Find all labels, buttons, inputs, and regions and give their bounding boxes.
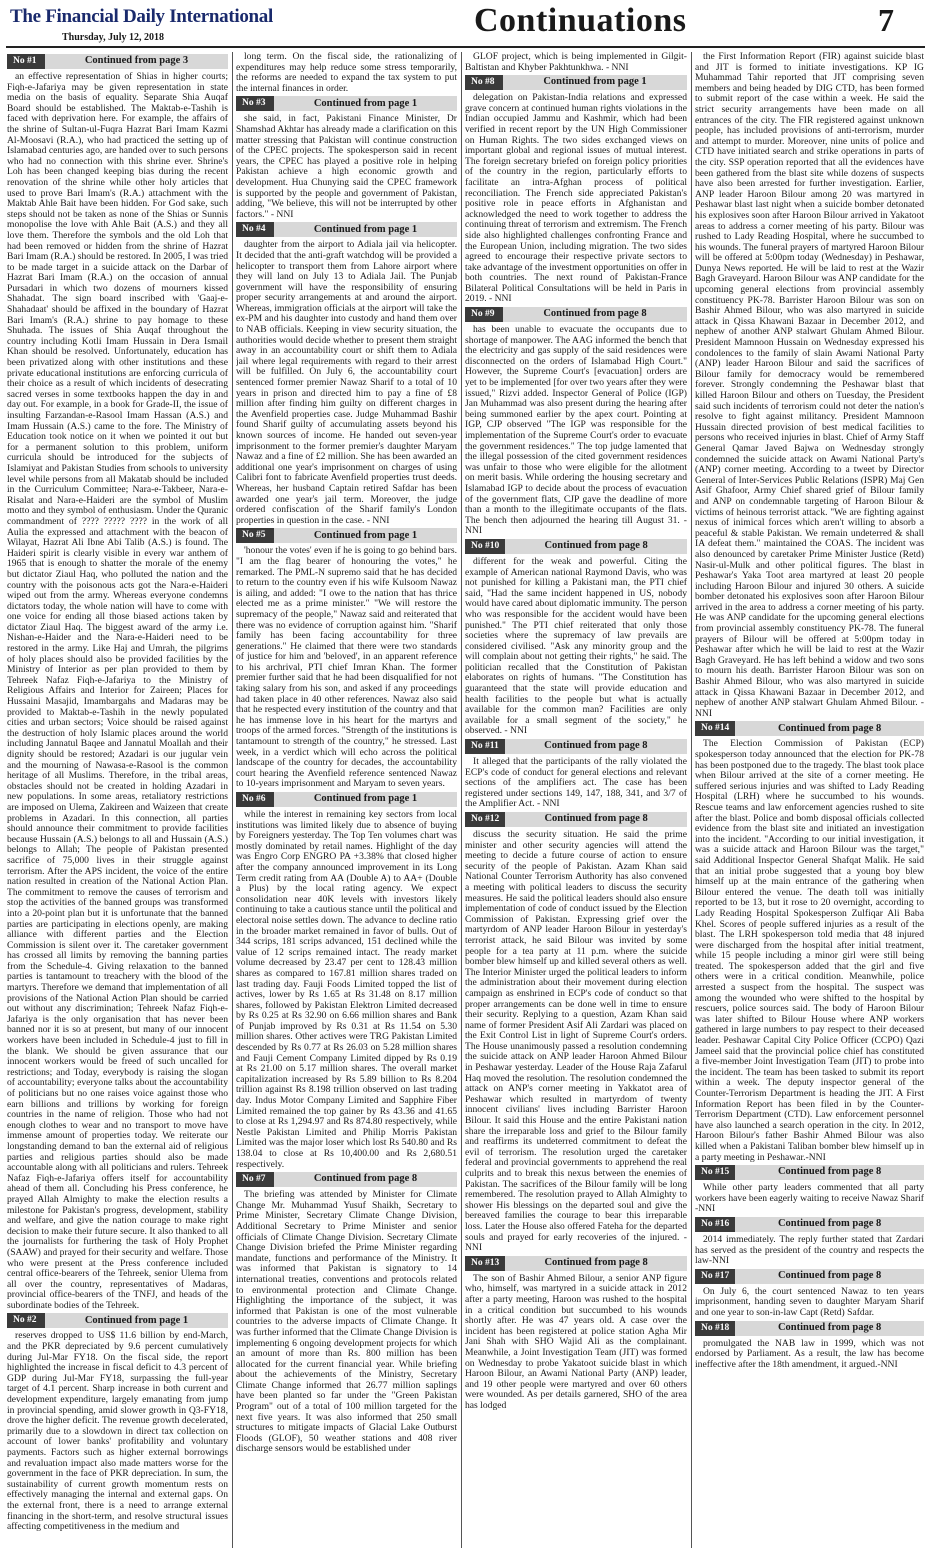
continuation-title: Continued from page 8 bbox=[543, 308, 647, 320]
continuation-number: No #13 bbox=[465, 1256, 505, 1271]
article-text: While other party leaders commented that all party workers have been eagerly waiting to receive Nawaz Sharif -NNI bbox=[695, 1182, 924, 1215]
column-divider bbox=[232, 52, 233, 1548]
continuation-title: Continued from page 1 bbox=[313, 529, 418, 541]
continuation-number: No #10 bbox=[465, 539, 505, 554]
continuation-block bbox=[695, 1321, 924, 1371]
article-text: The son of Bashir Ahmed Bilour, a senior ANP figure who, himself, was martyred in a suicide attack in 2012 after a party meeting, Haroon was rushed to the hospital in a critical condition but succumbed to his wounds shortly after. He was 47 years old. A case over the incident has been registered at police station Agha Mir Jani Shah with SHO Wajid Ali as the complainant. Meanwhile, a Joint Investigation Team (JIT) was formed on Wednesday to probe Yakatoot suicide blast in which Haroon Bilour, an Awami National Party (ANP) leader, and 19 other people were martyred and over 60 others were wounded. As per details garnered, SHO of the area has lodged bbox=[465, 1272, 687, 1411]
continuation-title: Continued from page 8 bbox=[313, 1173, 418, 1185]
continuation-title: Continued from page 8 bbox=[777, 1321, 882, 1333]
article-text: has been unable to evacuate the occupants due to shortage of manpower. The AAG informed the bench that the electricity and gas supply of the said residences were disconnected on the orders of Islamabad High Court." However, the Supreme Court's [evacuation] orders are yet to be implemented [for over two years after they were issued," Rizvi added. Inspector General of Police (IGP) Jan Muhammad was also present during the hearing after being summoned earlier by the apex court. Pointing at IGP, CJP observed "The IGP was responsible for the implementation of the Supreme Court's order to evacuate the government residences." The top judge lamented that the illegal possession of the cited government residences was unfair to those who were eligible for the allotment on merit basis. While ordering the housing secretary and Islamabad IGP to decide about the process of evacuation of the government flats, CJP gave the deadline of more than a month to the illegitimate occupants of the flats. The bench then adjourned the hearing till August 31. - NNI bbox=[465, 324, 687, 537]
column-divider bbox=[461, 52, 462, 1548]
continuation-header bbox=[236, 792, 457, 807]
continuation-block bbox=[465, 1256, 687, 1412]
masthead-rule bbox=[6, 46, 925, 48]
article-text: daughter from the airport to Adiala jail via helicopter. It decided that the anti-graft watchdog will be provided a helicopter to transport them from Lahore airport where they will land on July 13 to Adiala Jail. The Punjab government will have the responsibility of ensuring proper security arrangements at and around the airport. Whereas, immigration officials at the airport will take the ex-PM and his daughter into custody and hand them over to NAB officials. Keeping in view security situation, the authorities would decide whether to present them straight away in an accountability court or shift them to Adiala jail where legal requirements with regard to their arrest will be fulfilled. On July 6, the accountability court sentenced former premier Nawaz Sharif to a total of 10 years in prison and directed him to pay a fine of £8 million after finding him guilty on different charges in the Avenfield properties case. Judge Muhammad Bashir found Sharif guilty of accumulating assets beyond his known sources of income. He handed out seven-year imprisonment to the former premier's daughter Maryam Nawaz and a fine of £2 million. She has been awarded an additional one year's imprisonment on charges of using Calibri font to fabricate Avenfield properties trust deeds. Whereas, her husband Captain retired Safdar has been awarded one year's jail term. Moreover, the judge ordered confiscation of the Sharif family's London properties in question in the case. - NNI bbox=[236, 239, 457, 526]
continuation-block bbox=[7, 54, 228, 1311]
continuation-title: Continued from page 1 bbox=[313, 793, 418, 805]
column-divider bbox=[691, 52, 692, 1548]
continuation-header bbox=[7, 1313, 228, 1328]
continuation-header bbox=[465, 307, 687, 322]
continuation-block bbox=[465, 812, 687, 1254]
continuation-title: Continued from page 1 bbox=[313, 97, 418, 109]
continuation-header bbox=[465, 1256, 687, 1271]
article-text: an effective representation of Shias in higher courts; Fiqh-e-Jafariya may be given representation in state media on the basis of equality. Separate Shia Auqaf Board should be established. The Maktab-e-Tashih is faced with deprivation here. For example, the affairs of the shrine of Sultan-ul-Fuqra Hazrat Bari Imam Kazmi Al-Moosavi (R.A.), who had practiced the setting up of Islamabad centuries ago, are handed over to such persons who had no connection with this shrine ever. Shrine's Loh has been changed keeping bias during the recent renovation of the shrine while other holy articles that used to prove Bari Imam's (R.A.) attachment with the Maktab Ahle Bait have been hidden. For God sake, such steps should not be taken as none of the Shias or Sunnis monopolise the love with Ahle Bait (A.S.) and they all love them. Therefore the symbols and the old Loh that had been removed or hidden from the shrine of Hazrat Bari Imam (R.A.) should be restored. In 2005, I was tried to be made target in a suicide attack on the Darbar of Hazrat Bari Imam (R.A.) on the occasion of annual Pursadari in which two dozens of mourners kissed Shahadat. The sign board inscribed with 'Gaaj-e-Shahadaat' should be affixed in the boundary of Hazrat Bari Imam's (R.A.) shrine to pay homage to these Shuhada. The issues of Shia Auqaf throughout the country including Kotli Imam Hussain in Dera Ismail Khan should be resolved. Unfortunately, education has been privatized along with other institutions and these private educational institutions are enforcing curricula of their choice as a result of which incidents of desecrating sacred verses in some textbooks happen the day in and day out. For example, in a book for Grade-II, the issue of insulting Farzandan-e-Rasool Imam Hassan (A.S.) and Imam Hussain (A.S.) came to the fore. The Ministry of Education took notice on it when we pointed it out but for a permanent solution to this problem, uniform curricula should be introduced for the subjects of Islamiyat and Pakistan Studies from schools to university level while persons from all Makatab should be included in the Curriculum Committee; Nara-e-Takbeer, Nara-e-Risalat and Nara-e-Haideri are the symbol of Muslim motto and they symbol of enthusiasm. Under the Quranic commandment of ???? ????? ???? in the work of all Aulia the expressed and attachment with the beacon of Wilayat, Hazrat Ali Ibne Abi Talib (A.S.) is found. The Haideri spirit is clearly visible in every war anthem of 1965 that is enough to shatter the morale of the enemy but dictator Ziaul Haq, who polluted the nation and the country with the poisonous acts got the Nara-e-Haideri wiped out from the army. Whereas everyone condemns dictators today, the whole nation will have to come with one voice for ending all those biased actions taken by dictator Ziaul Haq. The biggest award of the army i.e. Nishan-e-Haider and the Nara-e-Haideri need to be restored in the army. Like Haj and Umrah, the pilgrims of holy places should also be provided facilities by the Ministry of Interior as per plan provided to them by Tehreek Nafaz Fiqh-e-Jafariya to the Ministry of Religious Affairs and Interior for Zaireen; Places for Hussaini Masajid, Imambargahs and Madaras may be provided to Maktab-e-Tashih in the newly populated cities and urban sectors; Voice should be raised against the destruction of holy Islamic places around the world including Jannatul Baqee and Jannatul Moallah and their dignity should be restored; Azadari is our jugular vein and the mourning of Nawasa-e-Rasool is the common heritage of all Muslims. Therefore, in the tribal areas, obstacles should not be created in holding Azadari in new populations. In some areas, retaliatory restrictions are imposed on Ulema, Zakireen and Waizeen that create problems in Azadari. In this connection, all parties should announce their commitment to provide facilities because Hussain (A.S.) belongs to all and Hussain (A.S.) belongs to Allah; The people of Pakistan presented sacrifice of 75,000 lives in their struggle against terrorism. After the APS incident, the voice of the entire nation resulted in creation of the National Action Plan. The commitment to remove the causes of terrorism and stop the activities of the banned groups was transformed into a 20-point plan but it is unfortunate that the banned parties are participating in elections openly, are making alliance with different parties and the Election Commission is silent over it. The caretaker government has crossed all limits by removing the banning parties from the Schedule-4. Giving relaxation to the banned parties is tantamount to treachery with the blood of the martyrs. Therefore we demand that implementation of all provisions of the National Action Plan should be carried out without any discrimination; Tehreek Nafaz Fiqh-e-Jafariya is the only organisation that has never been banned nor it is so at present, but many of our innocent workers have been included in Schedule-4 just to fill in the blank. We should be given assurance that our innocent workers would be freed of such uncalled for restrictions; and Today, everybody is raising the slogan of accountability; everyone talks about the accountability of politicians but no one raises voice against those who earn billions and trillions by working for foreign countries in the name of religion. Those who had not enough clothes to wear and no transport to move have immense amount of properties today. We reiterate our longstanding demand to ban the external aid of religious parties and religious parties should also be made accountable along with all politicians and rulers. Tehreek Nafaz Fiqh-e-Jafariya offers itself for accountability ahead of them all. Concluding his Press conference, he prayed Allah Almighty to make the election results a milestone for Pakistan's progress, development, stability and welfare, and give the nation courage to make right decision to make their future secure. It also thanked to all the journalists for furthering the task of Holy Prophet (SAAW) and prayed for their security and welfare. Those who were present at the Press conference included central office-bearers of the Tehreek, senior Ulema from all over the country, representatives of Madaras, provincial office-bearers of the TNFJ, and heads of the subordinate bodies of the Tehreek. bbox=[7, 71, 228, 1311]
page-number: 7 bbox=[878, 2, 894, 38]
continuation-title: Continued from page 1 bbox=[313, 223, 418, 235]
article-text: while the interest in remaining key sectors from local institutions was limited likely due to absence of buying by Foreigners yesterday. The Top Ten volumes chart was mostly dominated by retail names. Highlight of the day was Engro Corp ENGRO PA +3.38% that closed higher after the company announced improvement in its Long Term credit rating from AA (Double A) to AA+ (Double a Plus) by the local rating agency. We expect consolidation near 40K levels with investors likely continuing to take a cautious stance until the political and electoral noise settles down. The advance to decline ratio in the broader market remained in favor of bulls. Out of 344 scrips, 181 scrips advanced, 151 declined while the value of 12 scrips remained intact. The ready market volume decreased by 23.47 per cent to 128.43 million shares as compared to 167.81 million shares traded on last trading day. Fauji Foods Limited topped the list of actives, lower by Rs 1.65 at Rs 31.48 on 8.17 million shares, followed by Pakistan Elektron Limited decreased by Rs 0.25 at Rs 32.90 on 6.66 million shares and Bank of Punjab improved by Rs 0.31 at Rs 11.54 on 5.30 million shares. Other actives were TRG Pakistan Limited descended by Rs 0.77 at Rs 26.03 on 5.28 million shares and Fauji Cement Company Limited dipped by Rs 0.19 at Rs 21.00 on 5.17 million shares. The overall market capitalization increased by Rs 5.89 billion to Rs 8.204 trillion against Rs 8.198 trillion observed on last trading day. Indus Motor Company Limited and Sapphire Fiber Limited remained the top gainer by Rs 43.36 and 41.65 to close at Rs 1,294.97 and Rs 874.80 respectively, while Nestle Pakistan Limited and Philip Morris Pakistan Limited was the major loser which lost Rs 540.80 and Rs 138.04 to close at Rs 10,400.00 and Rs 2,680.51 respectively. bbox=[236, 809, 457, 1170]
continuation-block bbox=[7, 1313, 228, 1532]
article-text: discuss the security situation. He said the prime minister and other security agencies will attend the meeting to decide a future course of action to ensure security of the people of Pakistan. Azam Khan said National Counter Terrorism Authority has also convened a meeting with political leaders to discuss the security measures. He said the political leaders should also ensure implementation of code of conduct issued by the Election Commission of Pakistan. Expressing grief over the martyrdom of ANP leader Haroon Bilour in yesterday's terrorist attack, he said Bilour was invited by some people for a tea party at 11 p.m. where the suicide bomber blew himself up and killed several others as well. The Interior Minister urged the political leaders to inform the administration about their movement during election campaign as enshrined in ECP's code of conduct so that proper arrangements can be done well in time to ensure their security. Replying to a question, Azam Khan said name of former President Asif Ali Zardari was placed on the Exit Control List in light of Supreme Court's orders. The House unanimously passed a resolution condemning the suicide attack on ANP leader Haroon Ahmed Bilour in Peshawar yesterday. Leader of the House Raja Zafarul Haq moved the resolution. The resolution condemned the attack on ANP's corner meeting in Yakkatot area of Peshawar which resulted in martyrdom of twenty innocent civilians' lives including Barrister Haroon Bilour. It said this House and the entire Pakistani nation share the irreparable loss and grief to the Bilour family and reaffirms its undeterred commitment to defeat the evil of terrorism. The resolution urged the caretaker federal and provincial governments to apprehend the real culprits and to break this nexus between the enemies of Pakistan. The sacrifices of the Bilour family will be long remembered. The resolution prayed to Allah Almighty to shower His blessings on the departed soul and give the bereaved families the courage to bear this irreparable loss. Later the House also offered Fateha for the departed souls and prayed for early recoveries of the injured. - NNI bbox=[465, 829, 687, 1254]
continuation-title: Continued from page 8 bbox=[777, 1166, 882, 1178]
continuation-block bbox=[465, 739, 687, 810]
article-text: 'honour the votes' even if he is going to go behind bars. "I am the flag bearer of honouring the votes," he remarked. The PML-N supremo said that he has decided to return to the country even if his wife Kulsoom Nawaz is ailing, and added: "I owe to the nation that has thrice elected me as a prime minister." "We will restore the supremacy of the people," Nawaz said and reiterated that there was no evidence of corruption against him. "Sharif family has been facing accountability for three generations." He claimed that there were two standards of justice for him and 'beloved', in an apparent reference to his archrival, PTI chief Imran Khan. The former premier further said that he had been disqualified for not taking salary from his son, and asked if any proceedings had taken place in 40 other references. Nawaz also said that he respected every institution of the country and that he has immense love in his heart for the martyrs and troops of the armed forces. "Strength of the institutions is tantamount to strength of the country," he stressed. Last week, in a verdict which will echo across the political landscape of the country for decades, the accountability court hearing the Avenfield reference sentenced Nawaz to 10-years imprisonment and Maryam to seven years. bbox=[236, 545, 457, 790]
continuation-title: Continued from page 3 bbox=[84, 55, 189, 67]
continuation-header bbox=[695, 1217, 924, 1232]
continuation-block bbox=[465, 307, 687, 537]
continuation-number: No #6 bbox=[236, 792, 274, 807]
continuation-number: No #15 bbox=[695, 1165, 735, 1180]
continuation-title: Continued from page 8 bbox=[777, 722, 882, 734]
column-4 bbox=[695, 52, 924, 1548]
continuation-number: No #17 bbox=[695, 1269, 735, 1284]
continuation-header bbox=[465, 812, 687, 827]
continuation-block bbox=[236, 96, 457, 220]
continuation-header bbox=[7, 54, 228, 69]
article-text: different for the weak and powerful. Citing the example of American national Raymond Davis, who was not punished for killing a Pakistani man, the PTI chief said, "Had the same incident happened in US, nobody would have cared about diplomatic immunity. The person who was responsible for the accident would have been punished." The PTI chief reiterated that only those societies where the supremacy of law prevails are considered civilised. "Ask any minority group and the will complain about not getting their rights," he said. The politician recalled that the Constitution of Pakistan elaborates on rights of humans. "The Constitution has guaranteed that the state will provide education and health facilities to the people but what is actually available for the common man? Facilities are only available for a small segment of the society," he observed. - NNI bbox=[465, 555, 687, 737]
article-text: delegation on Pakistan-India relations and expressed grave concern at continued human rights violations in the Indian occupied Jammu and Kashmir, which had been verified in recent report by the UN High Commissioner on Human Rights. The two sides exchanged views on important global and regional issues of mutual interest. The foreign secretary briefed on foreign policy priorities of the country in the region, particularly efforts to facilitate an intra-Afghan process of political reconciliation. The French side appreciated Pakistan's positive role in peace efforts in Afghanistan and acknowledged the need to work together to address the continuing threat of terrorism and extremism. The French side also highlighted challenges confronting France and the European Union, including migration. The two sides agreed to encourage their respective private sectors to take advantage of the investment opportunities on offer in both countries. The next round of Pakistan-France Bilateral Political Consultations will be held in Paris in 2019. - NNI bbox=[465, 92, 687, 305]
continuation-block bbox=[695, 52, 924, 719]
continuation-block bbox=[236, 1172, 457, 1455]
continuation-header bbox=[236, 96, 457, 111]
article-text: long term. On the fiscal side, the rationalizing of expenditures may help reduce some stress temporarily, the reforms are needed to expand the tax system to put the internal finances in order. bbox=[236, 52, 457, 94]
continuation-title: Continued from page 8 bbox=[544, 813, 648, 825]
continuation-block bbox=[465, 75, 687, 305]
continuation-number: No #1 bbox=[7, 54, 45, 69]
newspaper-name: The Financial Daily International bbox=[10, 6, 273, 27]
continuation-block bbox=[465, 52, 687, 73]
continuation-block bbox=[695, 1269, 924, 1319]
masthead bbox=[0, 0, 931, 50]
continuation-number: No #12 bbox=[465, 812, 505, 827]
continuation-block bbox=[236, 792, 457, 1170]
column-2 bbox=[236, 52, 457, 1548]
continuation-header bbox=[695, 1269, 924, 1284]
continuation-title: Continued from page 1 bbox=[543, 76, 647, 88]
column-3 bbox=[465, 52, 687, 1548]
continuation-number: No #2 bbox=[7, 1313, 45, 1328]
continuation-header bbox=[236, 1172, 457, 1187]
continuation-number: No #7 bbox=[236, 1172, 274, 1187]
article-text: On July 6, the court sentenced Nawaz to ten years imprisonment, handing seven to daughter Maryam Sharif and one year to son-in-law Capt (Retd) Safdar. bbox=[695, 1285, 924, 1318]
continuation-number: No #3 bbox=[236, 96, 274, 111]
continuation-header bbox=[695, 721, 924, 736]
continuation-number: No #11 bbox=[465, 739, 505, 754]
article-text: GLOF project, which is being implemented in Gilgit-Baltistan and Khyber Pakhtunkhwa. - NNI bbox=[465, 52, 687, 73]
continuation-block bbox=[236, 52, 457, 94]
article-text: the First Information Report (FIR) against suicide blast and JIT is formed to initiate investigations. KP IG Muhammad Tahir reported that JIT comprising seven members and being headed by DIG CTD, has been formed to submit report of the case within a week. He said the strict security arrangements have been made on all entrances of the city. The FIR registered against unknown people, has included provisions of anti-terrorism, murder and attempt to murder. Moreover, nine units of police and CTD have initiated search and strike operations in parts of the city. SSP operation reported that all the evidences have been gathered from the blast site while dozens of suspects have also been arrested for further investigation. Earlier, ANP leader Haroon Bilour among 20 was martyred in Peshawar blast last night when a suicide bomber detonated his explosives soon after Haroon Bilour arrived in Yakatoot areas to address a corner meeting of his party. Bilour was rushed to Lady Reading Hospital, where he succumbed to his wounds. The funeral prayers of martyred Haroon Bilour will be offered at 5:00pm today (Wednesday) in Peshawar, Dunya News reported. He will be laid to rest at the Wazir Bagh Graveyard. Haroon Bilour was ANP candidate for the upcoming general elections from provincial assembly constituency PK-78. Barrister Haroon Bilour was son on Bashir Ahmed Bilour, who was also martyred in suicide attack in Qissa Khawani Bazaar in December 2012, and nephew of another ANP stalwart Ghulam Ahmed Bilour. President Mamnoon Hussain on Wednesday expressed his condolences to the family of slain Awami National Party (ANP) leader Haroon Bilour and said the sacrifices of Bilour family for democracy would be remembered forever. Strongly condemning the Peshawar blast that killed Haroon Bilour and others on Tuesday, the President said such incidents of terrorism could not deter the nation's resolve to fight against militancy. President Mamnoon Hussain directed provision of best medical facilities to persons who received injuries in blast. Chief of Army Staff General Qamar Javed Bajwa on Wednesday strongly condemned the suicide attack on Awami National Party's (ANP) corner meeting. According to a tweet by Director General of Inter-Services Public Relations (ISPR) Maj Gen Asif Ghafoor, Army Chief shared grief of Bilour family and ANP on condemnable targeting of Haroon Bilour & victims of heinous terrorist attack. "We are fighting against nexus of inimical forces which aren't willing to absorb a peaceful & stable Pakistan. We remain undeterred & shall IA defeat them." maintained the COAS. The incident was also denounced by caretaker Prime Minister Justice (Retd) Nasir-ul-Mulk and other political figures. The blast in Peshawar's Yaka Toot area martyred at least 20 people including Haroon Bilour and injured 30 others. A suicide bomber detonated his explosives soon after Haroon Bilour arrived in the area to address a corner meeting of his party. He was ANP candidate for the upcoming general elections from provincial assembly constituency PK-78. The funeral prayers of Bilour will be offered at 5:00pm today in Peshawar after which he will be laid to rest at the Wazir Bagh Graveyard. He has left behind a widow and two sons to mourn his death. Barrister Haroon Bilour was son on Bashir Ahmed Bilour, who was also martyred in suicide attack in Qissa Khawani Bazaar in December 2012, and nephew of another ANP stalwart Ghulam Ahmed Bilour. - NNI bbox=[695, 52, 924, 719]
continuation-title: Continued from page 8 bbox=[544, 540, 648, 552]
continuation-block bbox=[695, 1217, 924, 1267]
continuation-title: Continued from page 8 bbox=[544, 1256, 648, 1268]
continuation-title: Continued from page 1 bbox=[84, 1314, 189, 1326]
continuation-block bbox=[695, 1165, 924, 1215]
continuation-header bbox=[695, 1165, 924, 1180]
continuation-header bbox=[236, 528, 457, 543]
section-title: Continuations bbox=[474, 2, 687, 39]
column-1 bbox=[7, 52, 228, 1548]
continuation-header bbox=[465, 739, 687, 754]
continuation-block bbox=[465, 539, 687, 737]
article-text: 2014 immediately. The reply further stated that Zardari has served as the president of the country and respects the law-NNI bbox=[695, 1233, 924, 1267]
continuation-title: Continued from page 8 bbox=[777, 1218, 882, 1230]
continuation-number: No #9 bbox=[465, 307, 503, 322]
continuation-header bbox=[236, 222, 457, 237]
article-text: It alleged that the participants of the rally violated the ECP's code of conduct for general elections and relevant sections of the amplifiers act. The case has been registered under sections 149, 147, 188, 341, and 3/7 of the Amplifier Act. - NNI bbox=[465, 756, 687, 810]
continuation-block bbox=[695, 721, 924, 1163]
continuation-block bbox=[236, 528, 457, 790]
article-text: she said, in fact, Pakistani Finance Minister, Dr Shamshad Akhtar has already made a clarification on this matter stressing that Pakistan will continue construction of the CPEC projects. The spokesperson said in recent years, the CPEC has played a positive role in helping Pakistan achieve a high economic growth and development. Hua Chunying said the CPEC framework is supported by the people and government of Pakistan, adding, "We believe, this will not be interrupted by other factors." - NNI bbox=[236, 113, 457, 220]
continuation-header bbox=[465, 75, 687, 90]
article-text: The Election Commission of Pakistan (ECP) spokesperson today announced that the election for PK-78 has been postponed due to the tragedy. The blast took place when Bilour arrived at the site of a corner meeting. He suffered serious injuries and was shifted to Lady Reading Hospital (LRH) where he succumbed to his wounds. Rescue teams and law enforcement agencies rushed to site after the blast. Police and bomb disposal officials collected evidence from the blast site and initiated an investigation into the incident. "According to our initial investigation, it was a suicide attack and Haroon Bilour was the target," said Additional Inspector General Shafqat Malik. He said that an initial probe suggested that a young boy blew himself up at the main entrance of the gathering when Bilour entered the venue. The death toll was initially reported to be 13, but it rose to 20 overnight, according to Lady Reading Hospital Spokesperson Zulfiqar Ali Baba Khel. Scores of people suffered injuries as a result of the blast. The LRH spokesperson told media that 48 injured were discharged from the hospital after initial treatment, while 15 people including a minor girl were still being treated. The spokesperson added that the girl and five others were in a critical condition. Meanwhile, police arrested a suspect from the hospital. The suspect was among the wounded who were shifted to the hospital by rescuers, police sources said. The body of Haroon Bilour was later shifted to Bilour House where ANP workers gathered in large numbers to pay respect to their deceased leader. Peshawar Capital City Police Officer (CCPO) Qazi Jameel said that the provincial police chief has constituted a five-member Joint Investigation Team (JIT) to probe into the incident. The team has been tasked to submit its report within a week. The deputy inspector general of the Counter-Terrorism Department is heading the JIT. A First Information Report has been filed in by the Counter-Terrorism Department (CTD). Law enforcement personnel have also launched a search operation in the city. In 2012, Haroon Bilour's father Bashir Ahmed Bilour was also killed when a Pakistani Taliban bomber blew himself up in a party meeting in Peshawar.-NNI bbox=[695, 738, 924, 1163]
continuation-number: No #14 bbox=[695, 721, 735, 736]
continuation-title: Continued from page 8 bbox=[777, 1269, 882, 1281]
continuation-number: No #5 bbox=[236, 528, 274, 543]
continuation-header bbox=[695, 1321, 924, 1336]
continuation-number: No #8 bbox=[465, 75, 503, 90]
continuation-number: No #16 bbox=[695, 1217, 735, 1232]
continuation-number: No #18 bbox=[695, 1321, 735, 1336]
continuation-title: Continued from page 8 bbox=[544, 740, 648, 752]
continuation-number: No #4 bbox=[236, 222, 274, 237]
article-text: promulgated the NAB law in 1999, which was not endorsed by Parliament. As a result, the law has become ineffective after the 18th amendment, it argued.-NNI bbox=[695, 1337, 924, 1370]
article-text: The briefing was attended by Minister for Climate Change Mr. Muhammad Yusuf Shaikh, Secretary to Prime Minister, Secretary Climate Change Division, Additional Secretary to Prime Minister and senior officials of Climate Change Division. Secretary Climate Change Division briefed the Prime Minister regarding mandate, functions and performance of the Ministry. It was informed that Pakistan is signatory to 14 international treaties, conventions and protocols related to environmental protection and Climate Change. Highlighting the importance of the subject, it was informed that Pakistan is one of the most vulnerable countries to the adverse impacts of Climate Change. It was further informed that the Climate Change Division is implementing 6 ongoing development projects for which an amount of more than Rs. 800 million has been allocated for the current financial year. While briefing about the achievements of the Ministry, Secretary Climate Change informed that 26.77 million saplings have been planted so far under the "Green Pakistan Program" out of a total of 100 million targeted for the next five years. It was also informed that 250 small structures to mitigate impacts of Glacial Lake Outburst Floods (GLOF), 50 weather stations and 408 river discharge sensors would be established under bbox=[236, 1189, 457, 1455]
continuation-header bbox=[465, 539, 687, 554]
continuation-block bbox=[236, 222, 457, 526]
issue-date: Thursday, July 12, 2018 bbox=[62, 32, 164, 43]
article-text: reserves dropped to US$ 11.6 billion by end-March, and the PKR depreciated by 9.6 percent cumulatively during Jul-Mar FY18. On the fiscal side, the report highlighted the increase in fiscal deficit to 4.3 percent of GDP during Jul-Mar FY18, surpassing the full-year target of 4.1 percent. Sharp increase in both current and development expenditure, largely emanating from jump in provincial spending, amid slower growth in Q3-FY18, drove the higher deficit. The revenue growth decelerated, primarily due to a slowdown in direct tax collection on account of lower banks' profitability and voluntary payments. Factors such as higher external borrowings and revaluation impact also made matters worse for the government in the face of PKR depreciation. In sum, the sustainability of current growth momentum rests on effectively managing the internal and external gaps. On the external front, there is a need to arrange external financing in the short-term, and resolve structural issues affecting competitiveness in the medium and bbox=[7, 1330, 228, 1533]
